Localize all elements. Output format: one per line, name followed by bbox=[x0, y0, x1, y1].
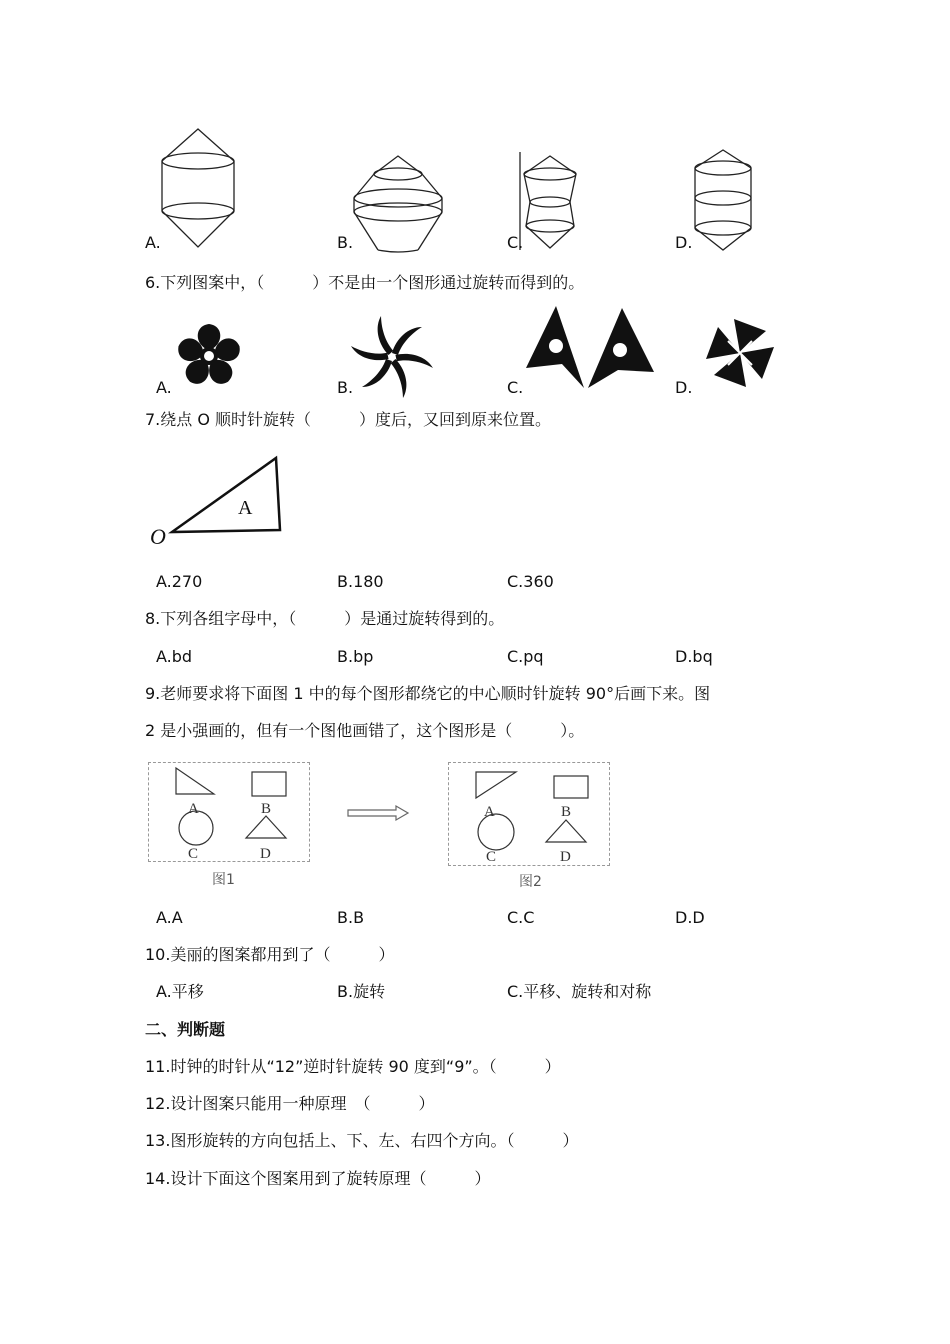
q9-fig1-label-c: C bbox=[188, 846, 199, 862]
q6-label-d: D. bbox=[675, 378, 693, 397]
q10-option-b: B.旋转 bbox=[337, 982, 386, 1001]
section-title-judgment: 二、判断题 bbox=[145, 1020, 226, 1039]
q9-fig1-label-a: A bbox=[188, 801, 199, 817]
q11-statement: 11.时钟的时针从“12”逆时针旋转 90 度到“9”。（ ） bbox=[145, 1057, 561, 1076]
q9-option-b: B.B bbox=[337, 908, 365, 927]
q9-fig2-label-a: A bbox=[484, 804, 495, 820]
arrow-right-icon bbox=[348, 805, 410, 821]
q5-label-c: C. bbox=[507, 233, 524, 252]
q9-question-line2: 2 是小强画的，但有一个图他画错了，这个图形是（ ）。 bbox=[145, 721, 585, 740]
q6-figure-c bbox=[526, 306, 654, 390]
q9-fig2-label-d: D bbox=[560, 849, 571, 865]
q7-option-c: C.360 bbox=[507, 572, 554, 591]
q14-statement: 14.设计下面这个图案用到了旋转原理（ ） bbox=[145, 1169, 491, 1188]
q9-fig1-label-d: D bbox=[260, 846, 271, 862]
q6-figure-d bbox=[701, 314, 779, 392]
q9-question-line1: 9.老师要求将下面图 1 中的每个图形都绕它的中心顺时针旋转 90°后画下来。图 bbox=[145, 684, 711, 703]
q7-option-b: B.180 bbox=[337, 572, 384, 591]
q12-statement: 12.设计图案只能用一种原理 （ ） bbox=[145, 1094, 435, 1113]
q6-label-c: C. bbox=[507, 378, 524, 397]
q5-figure-d bbox=[692, 148, 754, 252]
q13-statement: 13.图形旋转的方向包括上、下、左、右四个方向。（ ） bbox=[145, 1131, 579, 1150]
q9-fig2-label-b: B bbox=[561, 804, 572, 820]
q5-label-d: D. bbox=[675, 233, 693, 252]
q5-figure-b bbox=[352, 154, 444, 252]
q8-option-a: A.bd bbox=[156, 647, 193, 666]
q7-triangle-figure bbox=[148, 452, 288, 552]
q6-label-a: A. bbox=[156, 378, 172, 397]
q5-figure-c bbox=[518, 152, 582, 252]
q9-figure-1-shapes bbox=[148, 762, 308, 860]
q6-figure-a bbox=[173, 322, 245, 390]
q8-option-c: C.pq bbox=[507, 647, 544, 666]
q9-option-c: C.C bbox=[507, 908, 535, 927]
q9-fig2-label-c: C bbox=[486, 849, 497, 865]
q5-label-b: B. bbox=[337, 233, 354, 252]
q7-point-label: O bbox=[150, 524, 166, 549]
q8-question: 8.下列各组字母中，（ ）是通过旋转得到的。 bbox=[145, 609, 505, 628]
q5-figure-a bbox=[158, 127, 238, 249]
q9-figure-1-caption: 图1 bbox=[212, 872, 235, 888]
q8-option-d: D.bq bbox=[675, 647, 713, 666]
q5-label-a: A. bbox=[145, 233, 161, 252]
q9-option-d: D.D bbox=[675, 908, 705, 927]
q9-figure-2-shapes bbox=[448, 762, 608, 864]
q6-label-b: B. bbox=[337, 378, 354, 397]
q9-option-a: A.A bbox=[156, 908, 183, 927]
q10-option-a: A.平移 bbox=[156, 982, 204, 1001]
q7-option-a: A.270 bbox=[156, 572, 203, 591]
q7-shape-label: A bbox=[238, 497, 253, 519]
q8-option-b: B.bp bbox=[337, 647, 374, 666]
q6-question: 6.下列图案中，（ ）不是由一个图形通过旋转而得到的。 bbox=[145, 273, 585, 292]
q9-fig1-label-b: B bbox=[261, 801, 272, 817]
q6-figure-b bbox=[355, 320, 429, 394]
q10-option-c: C.平移、旋转和对称 bbox=[507, 982, 652, 1001]
q9-figure-2-caption: 图2 bbox=[519, 874, 542, 890]
q10-question: 10.美丽的图案都用到了（ ） bbox=[145, 945, 395, 964]
q7-question: 7.绕点 O 顺时针旋转（ ）度后，又回到原来位置。 bbox=[145, 410, 552, 429]
